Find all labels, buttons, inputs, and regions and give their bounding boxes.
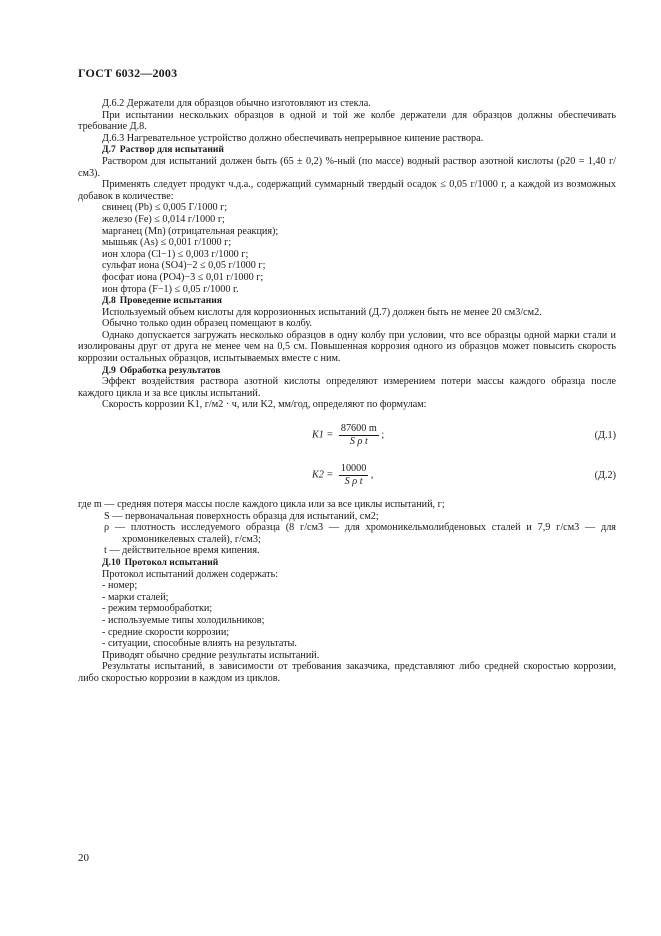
- additives-list: [102, 202, 616, 295]
- fraction-numerator: 10000: [340, 463, 367, 475]
- formula-d2: [78, 459, 616, 491]
- section-number: Д.7: [102, 144, 116, 156]
- list-item: - режим термообработки;: [102, 603, 213, 615]
- list-item: - номер;: [102, 580, 138, 592]
- paragraph: Эффект воздействия раствора азотной кислоты определяют измерением потери массы каждого образца после каждого цикла и за все циклы испытаний.: [78, 376, 616, 399]
- list-item: свинец (Pb) ≤ 0,005 Г/1000 г;: [102, 202, 228, 214]
- formula-d1: [78, 419, 616, 451]
- symbol-definitions: [92, 511, 616, 557]
- paragraph: Приводят обычно средние результаты испытаний.: [102, 649, 320, 661]
- section-title: Обработка результатов: [119, 364, 221, 376]
- document-header: ГОСТ 6032—2003: [78, 66, 178, 80]
- section-number: Д.10: [102, 557, 121, 568]
- formula-punctuation: ,: [370, 469, 374, 481]
- paragraph: Д.6.3 Нагревательное устройство должно обеспечивать непрерывное кипение раствора.: [102, 132, 484, 144]
- list-item: мышьяк (As) ≤ 0,001 г/1000 г;: [102, 237, 232, 249]
- page-body: [78, 98, 616, 685]
- section-title: Протокол испытаний: [124, 557, 219, 568]
- section-number: Д.8: [102, 295, 116, 307]
- section-heading-d7: [102, 144, 616, 156]
- fraction: [339, 423, 379, 447]
- list-item: сульфат иона (SO4)−2 ≤ 0,05 г/1000 г;: [102, 260, 266, 272]
- formula-lhs: K1 =: [312, 429, 334, 441]
- list-item: - ситуации, способные влиять на результаты.: [102, 638, 297, 650]
- section-title: Раствор для испытаний: [119, 144, 224, 156]
- paragraph: Скорость коррозии K1, г/м2 · ч, или K2, мм/год, определяют по формулам:: [102, 399, 427, 411]
- list-item: ион фтора (F−1) ≤ 0,05 г/1000 г.: [102, 283, 239, 295]
- formula-punctuation: ;: [381, 429, 385, 441]
- list-item: марганец (Mn) (отрицательная реакция);: [102, 225, 279, 237]
- paragraph: Используемый объем кислоты для коррозионных испытаний (Д.7) должен быть не менее 20 см3/см2.: [102, 306, 542, 318]
- formula-expression: [312, 463, 373, 487]
- list-item: - используемые типы холодильников;: [102, 614, 265, 626]
- section-number: Д.9: [102, 364, 116, 376]
- section-heading-d8: [102, 295, 616, 307]
- fraction-denominator: S ρ t: [344, 475, 363, 487]
- list-item: ион хлора (Cl−1) ≤ 0,003 г/1000 г;: [102, 248, 249, 260]
- definition-t: t — действительное время кипения.: [104, 545, 260, 557]
- list-item: железо (Fe) ≤ 0,014 г/1000 г;: [102, 213, 225, 225]
- paragraph: Применять следует продукт ч.д.а., содержащий суммарный твердый осадок ≤ 0,05 г/1000 г, а каждой из возможных добавок в количестве:: [78, 179, 616, 202]
- list-item: - средние скорости коррозии;: [102, 626, 230, 638]
- fraction: [339, 463, 368, 487]
- list-item: - марки сталей;: [102, 591, 169, 603]
- paragraph: Протокол испытаний должен содержать:: [102, 568, 279, 580]
- fraction-numerator: 87600 m: [340, 423, 377, 435]
- section-heading-d10: [102, 557, 616, 569]
- formula-number: (Д.2): [594, 470, 616, 482]
- paragraph: Д.6.2 Держатели для образцов обычно изготовляют из стекла.: [102, 98, 371, 109]
- definition-rho: ρ — плотность исследуемого образца (8 г/см3 — для хромоникельмолибденовых сталей и 7,9 г/см3 — для хромоникелевых сталей), г/см3;: [104, 522, 616, 545]
- formula-expression: [312, 423, 384, 447]
- fraction-denominator: S ρ t: [349, 435, 368, 447]
- paragraph: Результаты испытаний, в зависимости от требования заказчика, представляют либо средней скоростью коррозии, либо скоростью коррозии в каждом из циклов.: [78, 661, 616, 684]
- list-item: фосфат иона (PO4)−3 ≤ 0,01 г/1000 г;: [102, 271, 264, 283]
- page-number: 20: [78, 852, 89, 864]
- paragraph: Обычно только один образец помещают в колбу.: [102, 318, 312, 330]
- paragraph: Однако допускается загружать несколько образцов в одну колбу при условии, что все образцы одной марки стали и изолированы друг от друга не менее чем на 0,5 см. Повышенная коррозия одного из образцов может повысить скорость коррозии остальных образцов, испытываемых вместе с ним.: [78, 329, 616, 365]
- paragraph: При испытании нескольких образцов в одной и той же колбе держатели для образцов должны обеспечивать требование Д.8.: [78, 109, 616, 133]
- section-title: Проведение испытания: [119, 295, 222, 307]
- section-heading-d9: [102, 365, 616, 377]
- formula-number: (Д.1): [594, 430, 616, 442]
- report-contents-list: [102, 580, 616, 650]
- where-clause: где m — средняя потеря массы после каждого цикла или за все циклы испытаний, г;: [78, 499, 445, 511]
- paragraph: Раствором для испытаний должен быть (65 ± 0,2) %-ный (по массе) водный раствор азотной кислоты (ρ20 = 1,40 г/см3).: [78, 155, 616, 179]
- definition-s: S — первоначальная поверхность образца для испытаний, см2;: [104, 510, 379, 522]
- formula-lhs: K2 =: [312, 469, 334, 481]
